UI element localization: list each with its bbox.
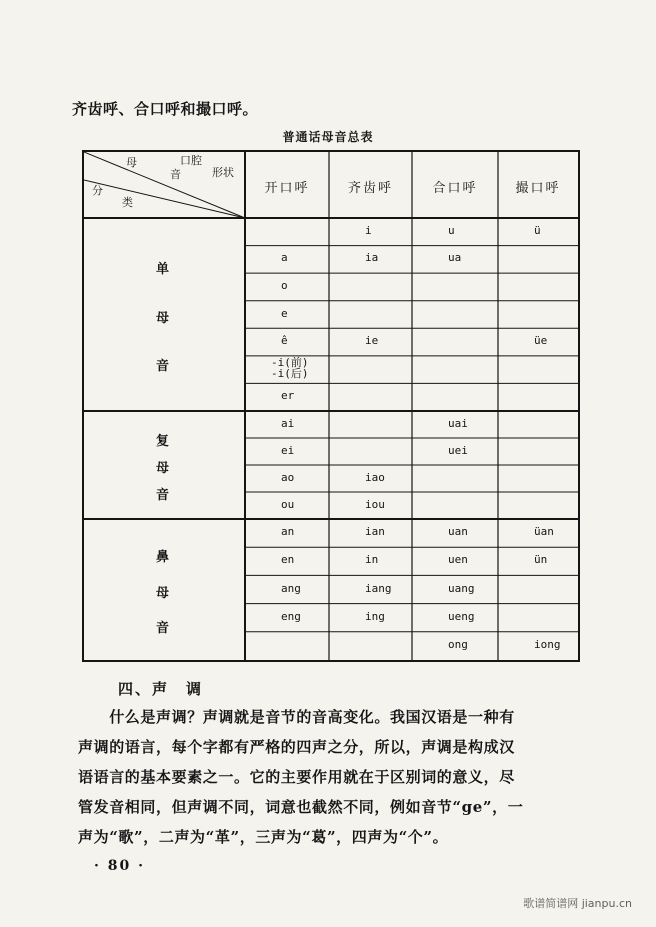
column-header: 齐齿呼 bbox=[347, 181, 393, 196]
column-header: 合口呼 bbox=[432, 181, 478, 196]
page-number: · 80 · bbox=[94, 858, 145, 874]
table-cell: ing bbox=[365, 609, 385, 623]
table-cell: ou bbox=[281, 497, 295, 511]
grid-line bbox=[84, 180, 245, 218]
table-cell: o bbox=[281, 278, 288, 292]
paragraph-line: 管发音相同，但声调不同，词意也截然不同，例如音节“ge”，一 bbox=[78, 798, 524, 816]
corner-label-vowel-b: 音 bbox=[170, 168, 181, 181]
corner-label-shape: 形状 bbox=[212, 166, 234, 179]
group-label-char: 音 bbox=[156, 620, 170, 636]
table-cell: an bbox=[281, 525, 295, 539]
section-title: 四、声 调 bbox=[118, 680, 204, 698]
group-label-char: 音 bbox=[156, 488, 170, 503]
corner-label-vowel-a: 母 bbox=[126, 156, 137, 169]
table-cell: uang bbox=[448, 581, 475, 595]
table-cell: ie bbox=[365, 334, 379, 348]
group-label-char: 复 bbox=[156, 434, 170, 449]
paragraph-line: 语语言的基本要素之一。它的主要作用就在于区别词的意义，尽 bbox=[78, 768, 515, 786]
table-cell: ai bbox=[281, 416, 295, 430]
paragraph-line: 声为“歌”，二声为“革”，三声为“葛”，四声为“个”。 bbox=[78, 828, 449, 846]
table-cell: uen bbox=[448, 553, 468, 567]
column-header: 撮口呼 bbox=[515, 181, 561, 196]
table-cell: iao bbox=[365, 470, 385, 484]
paragraph-line: 声调的语言，每个字都有严格的四声之分，所以，声调是构成汉 bbox=[78, 738, 515, 756]
table-cell: üan bbox=[534, 525, 554, 539]
table-cell: in bbox=[365, 553, 379, 567]
table-cell: ong bbox=[448, 637, 468, 651]
group-label-char: 音 bbox=[156, 358, 170, 374]
table-cell: ei bbox=[281, 443, 295, 457]
watermark: 歌谱简谱网 jianpu.cn bbox=[523, 897, 632, 910]
table-cell: iang bbox=[365, 581, 392, 595]
table-cell: uan bbox=[448, 525, 468, 539]
table-cell: ia bbox=[365, 251, 379, 265]
grid-line bbox=[84, 152, 245, 218]
table-cell: ü bbox=[534, 223, 541, 237]
table-cell: ün bbox=[534, 553, 548, 567]
table-cell: iong bbox=[534, 637, 561, 651]
table-cell: ian bbox=[365, 525, 385, 539]
table-cell: üe bbox=[534, 334, 548, 348]
table-cell: er bbox=[281, 389, 295, 403]
corner-label-class-b: 类 bbox=[122, 196, 133, 209]
table-cell: -i(前) -i(后) bbox=[271, 355, 309, 380]
table-title: 普通话母音总表 bbox=[282, 130, 374, 144]
table-cell: ê bbox=[281, 334, 288, 348]
corner-label-class-a: 分 bbox=[92, 184, 103, 197]
corner-label-mouth: 口腔 bbox=[180, 154, 202, 167]
group-label-char: 母 bbox=[156, 461, 170, 476]
paragraph-line: 什么是声调？声调就是音节的音高变化。我国汉语是一种有 bbox=[78, 708, 515, 726]
table-cell: u bbox=[448, 223, 455, 237]
vowel-table bbox=[82, 150, 580, 662]
table-cell: ueng bbox=[448, 609, 475, 623]
group-label-char: 母 bbox=[156, 310, 170, 326]
table-cell: uei bbox=[448, 443, 468, 457]
table-cell: iou bbox=[365, 497, 385, 511]
intro-line: 齐齿呼、合口呼和撮口呼。 bbox=[72, 100, 259, 118]
group-label-char: 单 bbox=[156, 262, 170, 278]
group-label-char: 母 bbox=[156, 585, 170, 601]
table-cell: uai bbox=[448, 416, 468, 430]
table-cell: eng bbox=[281, 609, 301, 623]
table-cell: ang bbox=[281, 581, 301, 595]
table-cell: ua bbox=[448, 251, 462, 265]
group-label-char: 鼻 bbox=[156, 550, 170, 566]
column-header: 开口呼 bbox=[264, 181, 310, 196]
table-cell: ao bbox=[281, 470, 295, 484]
table-cell: i bbox=[365, 223, 372, 237]
table-cell: a bbox=[281, 251, 288, 265]
table-cell: en bbox=[281, 553, 295, 567]
table-cell: e bbox=[281, 306, 288, 320]
